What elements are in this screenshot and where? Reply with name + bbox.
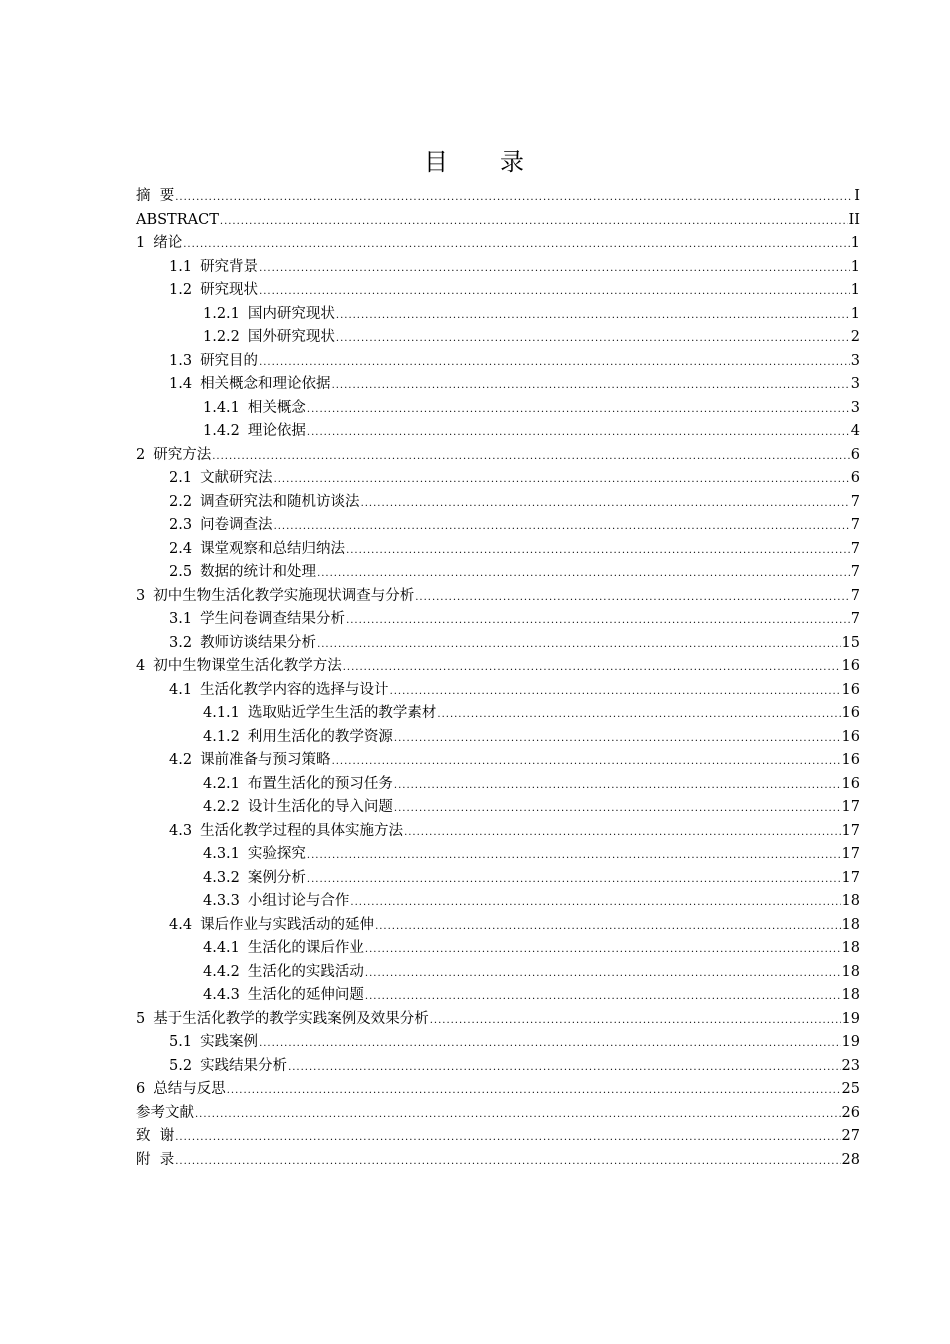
page-title xyxy=(0,146,950,178)
toc-entry-label xyxy=(169,467,273,491)
toc-entry-page-number: 4 xyxy=(850,423,860,439)
toc-entry-page-number: 28 xyxy=(841,1151,860,1168)
toc-entry-text: 摘 要 xyxy=(136,188,175,204)
toc-entry-text: 生活化的实践活动 xyxy=(247,963,364,980)
toc-entry-label xyxy=(169,820,403,844)
toc-entry-page-number: 6 xyxy=(850,446,860,463)
toc-entry-text: 研究背景 xyxy=(200,258,259,275)
toc-entry-page-number: 1 xyxy=(850,282,860,298)
toc-entry[interactable] xyxy=(136,467,860,491)
toc-entry-number: 4.4.1 xyxy=(203,940,240,956)
dot-leader xyxy=(394,797,841,821)
toc-entry-number: 4.3.1 xyxy=(203,846,240,862)
toc-entry-label xyxy=(169,608,345,632)
dot-leader xyxy=(437,703,840,727)
dot-leader xyxy=(336,304,850,328)
toc-entry-text: 生活化教学内容的选择与设计 xyxy=(200,681,389,698)
toc-entry[interactable] xyxy=(136,1008,860,1032)
toc-entry-text: 绪论 xyxy=(153,235,183,251)
toc-entry-page-number: 7 xyxy=(850,517,860,533)
toc-entry-number: 5.2 xyxy=(169,1057,193,1074)
toc-entry[interactable] xyxy=(136,1055,860,1079)
toc-entry-page-number: 18 xyxy=(841,893,860,909)
dot-leader xyxy=(175,1126,840,1150)
toc-entry-text: ABSTRACT xyxy=(136,211,219,228)
toc-entry-label xyxy=(136,232,182,256)
toc-entry[interactable] xyxy=(136,796,860,820)
toc-entry-page-number: 18 xyxy=(841,916,860,933)
toc-entry[interactable] xyxy=(136,185,860,209)
dot-leader xyxy=(430,1009,841,1033)
toc-entry-text: 理论依据 xyxy=(247,423,306,439)
toc-entry-page-number: 7 xyxy=(850,493,860,510)
dot-leader xyxy=(307,398,850,422)
toc-entry-label xyxy=(169,350,258,374)
toc-entry-label xyxy=(136,1149,174,1173)
toc-entry-text: 数据的统计和处理 xyxy=(200,564,317,580)
toc-entry[interactable] xyxy=(136,679,860,703)
dot-leader xyxy=(375,915,840,939)
toc-entry[interactable] xyxy=(136,350,860,374)
toc-entry-number: 1.4 xyxy=(169,376,193,392)
dot-leader xyxy=(394,727,841,751)
toc-entry-page-number: 27 xyxy=(841,1128,860,1144)
toc-entry-number: 2.2 xyxy=(169,493,193,510)
toc-entry-number: 4.4.2 xyxy=(203,963,240,980)
toc-entry-label xyxy=(169,256,258,280)
toc-entry-text: 初中生物课堂生活化教学方法 xyxy=(153,658,342,674)
toc-entry-page-number: 16 xyxy=(841,752,860,768)
dot-leader xyxy=(346,609,850,633)
toc-entry-page-number: 17 xyxy=(841,846,860,862)
toc-entry-label xyxy=(169,1055,287,1079)
toc-entry-label xyxy=(203,867,306,891)
toc-entry-text: 参考文献 xyxy=(136,1104,194,1121)
toc-entry-page-number: 16 xyxy=(841,705,860,721)
toc-entry-text: 生活化的延伸问题 xyxy=(247,987,364,1003)
toc-entry-number: 4.4.3 xyxy=(203,987,240,1003)
toc-entry-label xyxy=(203,961,364,985)
toc-entry-text: 小组讨论与合作 xyxy=(247,893,350,909)
toc-entry[interactable] xyxy=(136,608,860,632)
toc-entry[interactable] xyxy=(136,773,860,797)
toc-entry[interactable] xyxy=(136,514,860,538)
toc-entry[interactable] xyxy=(136,726,860,750)
toc-entry-page-number: 7 xyxy=(850,587,860,604)
toc-entry-number: 4 xyxy=(136,658,146,674)
toc-entry-label xyxy=(169,279,258,303)
toc-entry-number: 5 xyxy=(136,1010,146,1027)
toc-entry-label xyxy=(203,326,335,350)
toc-entry-number: 1.4.2 xyxy=(203,423,240,439)
toc-entry[interactable] xyxy=(136,326,860,350)
toc-entry-text: 相关概念和理论依据 xyxy=(200,376,331,392)
dot-leader xyxy=(259,351,850,375)
dot-leader xyxy=(195,1103,841,1127)
toc-entry-text: 初中生物生活化教学实施现状调查与分析 xyxy=(153,587,415,604)
toc-entry-page-number: 18 xyxy=(841,940,860,956)
toc-entry[interactable] xyxy=(136,655,860,679)
toc-entry-number: 1.4.1 xyxy=(203,399,240,416)
toc-entry-label xyxy=(203,726,393,750)
toc-entry-page-number: 25 xyxy=(841,1081,860,1097)
dot-leader xyxy=(346,539,850,563)
toc-entry[interactable] xyxy=(136,444,860,468)
toc-entry[interactable] xyxy=(136,1149,860,1173)
toc-entry[interactable] xyxy=(136,1102,860,1126)
toc-entry-number: 3.1 xyxy=(169,611,193,627)
toc-entry-page-number: 17 xyxy=(841,869,860,886)
dot-leader xyxy=(175,186,853,210)
title-char-left: 目 xyxy=(424,148,450,176)
toc-entry-page-number: 18 xyxy=(841,963,860,980)
toc-entry[interactable] xyxy=(136,890,860,914)
toc-entry[interactable] xyxy=(136,702,860,726)
toc-entry-label xyxy=(136,585,414,609)
toc-entry-page-number: II xyxy=(848,211,860,228)
toc-entry-text: 学生问卷调查结果分析 xyxy=(200,611,346,627)
toc-entry-page-number: I xyxy=(854,188,860,204)
toc-entry-page-number: 16 xyxy=(841,681,860,698)
toc-entry-page-number: 7 xyxy=(850,564,860,580)
toc-entry-text: 设计生活化的导入问题 xyxy=(247,799,393,815)
toc-entry-label xyxy=(169,561,316,585)
toc-entry-page-number: 16 xyxy=(841,728,860,745)
toc-entry-number: 2.3 xyxy=(169,517,193,533)
title-char-right: 录 xyxy=(500,148,526,176)
toc-entry[interactable] xyxy=(136,820,860,844)
toc-entry-label xyxy=(169,632,316,656)
dot-leader xyxy=(365,938,841,962)
toc-entry-number: 4.2.1 xyxy=(203,775,240,792)
toc-entry-label xyxy=(169,373,331,397)
toc-entry-text: 实践结果分析 xyxy=(200,1057,288,1074)
toc-entry-text: 问卷调查法 xyxy=(200,517,273,533)
toc-entry[interactable] xyxy=(136,397,860,421)
table-of-contents xyxy=(136,185,860,1172)
toc-entry-text: 总结与反思 xyxy=(153,1081,226,1097)
dot-leader xyxy=(343,656,841,680)
toc-entry-label xyxy=(136,1102,194,1126)
dot-leader xyxy=(332,750,841,774)
toc-entry-text: 布置生活化的预习任务 xyxy=(247,775,393,792)
toc-entry-label xyxy=(203,702,436,726)
dot-leader xyxy=(394,774,841,798)
dot-leader xyxy=(274,468,850,492)
toc-entry-page-number: 1 xyxy=(850,305,860,322)
dot-leader xyxy=(307,421,850,445)
toc-entry-label xyxy=(136,209,219,233)
toc-entry-number: 6 xyxy=(136,1081,146,1097)
toc-entry-label xyxy=(136,1078,226,1102)
toc-entry-page-number: 1 xyxy=(850,258,860,275)
toc-entry-page-number: 7 xyxy=(850,540,860,557)
toc-entry-label xyxy=(169,679,389,703)
toc-entry[interactable] xyxy=(136,279,860,303)
toc-entry-label xyxy=(169,514,273,538)
toc-entry-number: 4.1.1 xyxy=(203,705,240,721)
dot-leader xyxy=(212,445,850,469)
toc-entry[interactable] xyxy=(136,561,860,585)
toc-entry-text: 致 谢 xyxy=(136,1128,175,1144)
toc-entry-number: 4.2.2 xyxy=(203,799,240,815)
toc-entry[interactable] xyxy=(136,961,860,985)
toc-entry-text: 附 录 xyxy=(136,1151,175,1168)
toc-entry-number: 2 xyxy=(136,446,146,463)
toc-entry-text: 研究现状 xyxy=(200,282,259,298)
toc-entry[interactable] xyxy=(136,843,860,867)
dot-leader xyxy=(220,210,848,234)
toc-entry-text: 研究方法 xyxy=(153,446,212,463)
toc-entry-number: 4.1.2 xyxy=(203,728,240,745)
dot-leader xyxy=(361,492,850,516)
toc-entry-number: 1.3 xyxy=(169,352,193,369)
toc-entry-text: 课前准备与预习策略 xyxy=(200,752,331,768)
toc-entry-label xyxy=(203,420,306,444)
toc-entry-label xyxy=(203,773,393,797)
toc-entry-text: 教师访谈结果分析 xyxy=(200,634,317,651)
toc-entry-text: 课堂观察和总结归纳法 xyxy=(200,540,346,557)
toc-entry-number: 4.3.2 xyxy=(203,869,240,886)
toc-entry-number: 2.1 xyxy=(169,470,193,486)
toc-entry-page-number: 19 xyxy=(841,1034,860,1050)
toc-entry-label xyxy=(169,491,360,515)
toc-entry-label xyxy=(169,749,331,773)
toc-entry-text: 实践案例 xyxy=(200,1034,259,1050)
toc-entry[interactable] xyxy=(136,1125,860,1149)
dot-leader xyxy=(288,1056,840,1080)
toc-entry-page-number: 19 xyxy=(841,1010,860,1027)
toc-entry[interactable] xyxy=(136,491,860,515)
dot-leader xyxy=(365,962,841,986)
toc-entry-number: 4.4 xyxy=(169,916,193,933)
toc-entry[interactable] xyxy=(136,984,860,1008)
toc-entry-label xyxy=(203,984,364,1008)
dot-leader xyxy=(259,1032,840,1056)
toc-entry-page-number: 7 xyxy=(850,611,860,627)
toc-entry-number: 3.2 xyxy=(169,634,193,651)
toc-entry[interactable] xyxy=(136,303,860,327)
toc-entry-page-number: 15 xyxy=(841,634,860,651)
toc-entry-page-number: 6 xyxy=(850,470,860,486)
toc-entry-number: 4.3.3 xyxy=(203,893,240,909)
toc-entry-page-number: 26 xyxy=(841,1104,860,1121)
toc-entry-page-number: 3 xyxy=(850,376,860,392)
toc-entry-label xyxy=(203,890,349,914)
toc-entry-page-number: 1 xyxy=(850,235,860,251)
toc-entry[interactable] xyxy=(136,1031,860,1055)
toc-entry-text: 调查研究法和随机访谈法 xyxy=(200,493,360,510)
toc-entry[interactable] xyxy=(136,867,860,891)
toc-entry-page-number: 23 xyxy=(841,1057,860,1074)
toc-entry-text: 选取贴近学生生活的教学素材 xyxy=(247,705,437,721)
toc-entry-text: 实验探究 xyxy=(247,846,306,862)
toc-entry-text: 课后作业与实践活动的延伸 xyxy=(200,916,375,933)
dot-leader xyxy=(317,562,850,586)
toc-entry-number: 5.1 xyxy=(169,1034,193,1050)
toc-entry-page-number: 3 xyxy=(850,399,860,416)
toc-entry-number: 2.5 xyxy=(169,564,193,580)
dot-leader xyxy=(390,680,841,704)
toc-entry-text: 国外研究现状 xyxy=(247,329,335,345)
dot-leader xyxy=(317,633,840,657)
dot-leader xyxy=(404,821,840,845)
toc-entry-label xyxy=(136,655,342,679)
dot-leader xyxy=(307,844,841,868)
toc-entry-text: 文献研究法 xyxy=(200,470,273,486)
toc-entry-text: 国内研究现状 xyxy=(247,305,335,322)
toc-entry-page-number: 3 xyxy=(850,352,860,369)
toc-entry-number: 1 xyxy=(136,235,146,251)
toc-entry-text: 案例分析 xyxy=(247,869,306,886)
toc-entry-label xyxy=(136,185,174,209)
toc-entry-label xyxy=(203,796,393,820)
toc-entry-number: 1.2.1 xyxy=(203,305,240,322)
toc-entry-label xyxy=(203,303,335,327)
toc-entry[interactable] xyxy=(136,232,860,256)
dot-leader xyxy=(259,257,850,281)
toc-entry-page-number: 17 xyxy=(841,822,860,839)
toc-entry-label xyxy=(169,538,345,562)
toc-entry[interactable] xyxy=(136,585,860,609)
toc-entry-text: 研究目的 xyxy=(200,352,259,369)
dot-leader xyxy=(227,1079,841,1103)
toc-entry-label xyxy=(203,937,364,961)
toc-entry-text: 相关概念 xyxy=(247,399,306,416)
toc-entry[interactable] xyxy=(136,538,860,562)
toc-entry[interactable] xyxy=(136,1078,860,1102)
dot-leader xyxy=(259,280,850,304)
toc-entry-page-number: 18 xyxy=(841,987,860,1003)
toc-entry-number: 3 xyxy=(136,587,146,604)
dot-leader xyxy=(415,586,850,610)
toc-entry-text: 生活化的课后作业 xyxy=(247,940,364,956)
toc-entry-number: 1.1 xyxy=(169,258,193,275)
dot-leader xyxy=(336,327,850,351)
toc-entry-label xyxy=(169,914,374,938)
toc-entry-page-number: 16 xyxy=(841,658,860,674)
toc-entry-number: 4.1 xyxy=(169,681,193,698)
toc-entry-label xyxy=(136,1125,174,1149)
toc-entry-number: 2.4 xyxy=(169,540,193,557)
dot-leader xyxy=(350,891,840,915)
toc-entry-page-number: 16 xyxy=(841,775,860,792)
toc-entry[interactable] xyxy=(136,420,860,444)
dot-leader xyxy=(332,374,850,398)
dot-leader xyxy=(175,1150,840,1174)
toc-entry-number: 1.2 xyxy=(169,282,193,298)
toc-entry[interactable] xyxy=(136,937,860,961)
toc-entry-page-number: 2 xyxy=(850,329,860,345)
dot-leader xyxy=(365,985,841,1009)
toc-entry-label xyxy=(136,1008,429,1032)
toc-entry-page-number: 17 xyxy=(841,799,860,815)
toc-entry[interactable] xyxy=(136,373,860,397)
toc-entry-label xyxy=(169,1031,258,1055)
toc-entry-number: 4.2 xyxy=(169,752,193,768)
toc-entry[interactable] xyxy=(136,256,860,280)
toc-entry[interactable] xyxy=(136,209,860,233)
toc-entry[interactable] xyxy=(136,632,860,656)
toc-entry-text: 生活化教学过程的具体实施方法 xyxy=(200,822,404,839)
toc-entry-label xyxy=(136,444,211,468)
toc-entry-label xyxy=(203,397,306,421)
toc-entry-text: 基于生活化教学的教学实践案例及效果分析 xyxy=(153,1010,429,1027)
toc-entry[interactable] xyxy=(136,914,860,938)
toc-entry-label xyxy=(203,843,306,867)
toc-entry-number: 1.2.2 xyxy=(203,329,240,345)
toc-entry-number: 4.3 xyxy=(169,822,193,839)
toc-entry[interactable] xyxy=(136,749,860,773)
dot-leader xyxy=(307,868,841,892)
dot-leader xyxy=(274,515,850,539)
dot-leader xyxy=(183,233,850,257)
toc-entry-text: 利用生活化的教学资源 xyxy=(247,728,393,745)
